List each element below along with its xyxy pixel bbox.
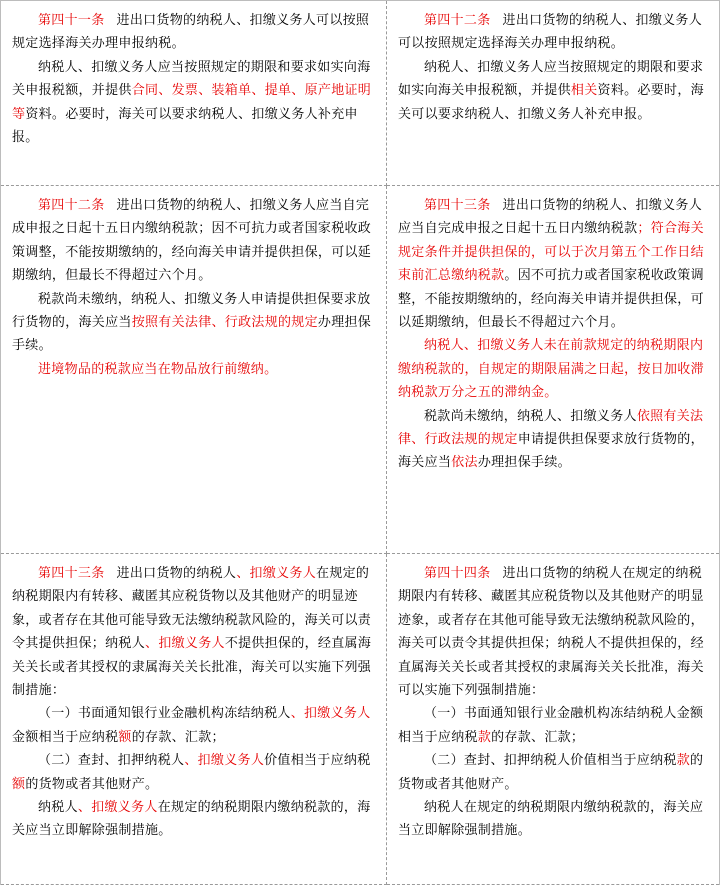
- clause-text: 办理担保手续。: [12, 315, 372, 354]
- clause-text: 在规定的纳税期限内缴纳税款的，海关应当立即解除强制措施。: [12, 800, 371, 839]
- clause-text: （一）书面通知银行业金融机构冻结纳税人: [38, 706, 291, 722]
- clause-text: 进出口货物的纳税人、扣缴义务人可以按照规定选择海关办理申报纳税。: [398, 13, 703, 52]
- article-number: 第四十三条: [424, 198, 491, 213]
- new-text-cell: [387, 554, 720, 885]
- clause-paragraph: [12, 562, 378, 702]
- clause-text: 不提供担保的，经直属海关关长或者其授权的隶属海关关长批准，海关可以实施下列强制措施：: [12, 636, 372, 699]
- clause-text: 进出口货物的纳税人、扣缴义务人可以按照规定选择海关办理申报纳税。: [12, 13, 370, 52]
- clause-paragraph: [12, 796, 378, 843]
- changed-text: 进境物品的税款应当在物品放行前缴纳。: [38, 361, 278, 377]
- clause-paragraph: [398, 702, 711, 749]
- clause-paragraph: [398, 796, 711, 843]
- clause-paragraph: [12, 9, 378, 56]
- clause-text: 税款尚未缴纳，纳税人、扣缴义务人: [424, 408, 637, 424]
- clause-paragraph: [12, 194, 378, 288]
- clause-text: 的存款、汇款；: [131, 729, 225, 745]
- article-number: 第四十四条: [424, 566, 491, 581]
- changed-text: 按照有关法律、行政法规的规定: [131, 315, 318, 331]
- changed-text: ；符合海关规定条件并提供担保的，可以于次月第五个工作日结束前汇总缴纳税款: [398, 221, 704, 284]
- old-text-cell: [1, 554, 387, 885]
- article-number: 第四十一条: [38, 13, 105, 28]
- old-text-cell: [1, 186, 387, 554]
- changed-text: 纳税人、扣缴义务人未在前款规定的纳税期限内缴纳税款的，自规定的期限届满之日起，按日加收滞纳税款万分之五的滞纳金。: [398, 338, 704, 401]
- comparison-row: [1, 1, 720, 186]
- clause-paragraph: [398, 56, 711, 126]
- clause-text: 价值相当于应纳税: [264, 753, 371, 769]
- changed-text: 依法: [451, 455, 478, 471]
- changed-text: 额: [118, 729, 132, 745]
- changed-text: 依照有关法律、行政法规的规定: [398, 408, 704, 448]
- clause-paragraph: [12, 358, 378, 381]
- article-number: 第四十二条: [424, 13, 491, 28]
- clause-text: 。因不可抗力或者国家税收政策调整，不能按期缴纳的，经向海关申请并提供担保，可以延期缴纳，但最长不得超过六个月。: [398, 268, 704, 331]
- changed-text: 、扣缴义务人: [184, 753, 265, 769]
- clause-text: 纳税人: [38, 800, 78, 816]
- article-number: 第四十二条: [38, 198, 105, 213]
- changed-text: 、扣缴义务人: [290, 706, 371, 722]
- clause-paragraph: [12, 288, 378, 358]
- clause-paragraph: [398, 334, 711, 404]
- changed-text: 额: [12, 776, 26, 792]
- clause-text: 进出口货物的纳税人: [116, 566, 237, 581]
- changed-text: 相关: [570, 83, 598, 99]
- clause-text: 纳税人、扣缴义务人应当按照规定的期限和要求如实向海关申报税额，并提供: [398, 59, 704, 99]
- clause-text: （二）查封、扣押纳税人价值相当于应纳税: [424, 753, 677, 769]
- comparison-row: [1, 554, 720, 885]
- old-text-cell: [1, 1, 387, 186]
- clause-text: 金额相当于应纳税: [12, 729, 119, 745]
- clause-text: 在规定的纳税期限内有转移、藏匿其应税货物以及其他财产的明显迹象，或者存在其他可能导致无法缴纳税款风险的，海关可以责令其提供担保；纳税人: [12, 566, 372, 652]
- new-text-cell: [387, 186, 720, 554]
- clause-text: 纳税人在规定的纳税期限内缴纳税款的，海关应当立即解除强制措施。: [398, 800, 704, 839]
- clause-text: 资料。必要时，海关可以要求纳税人、扣缴义务人补充申报。: [398, 83, 704, 122]
- clause-text: 税款尚未缴纳，纳税人、扣缴义务人申请提供担保要求放行货物的，海关应当: [12, 291, 371, 331]
- clause-text: 申请提供担保要求放行货物的，海关应当: [398, 432, 704, 471]
- clause-paragraph: [398, 749, 711, 796]
- clause-text: 进出口货物的纳税人、扣缴义务人应当自完成申报之日起十五日内缴纳税款: [398, 198, 703, 237]
- clause-paragraph: [12, 749, 378, 796]
- clause-text: （二）查封、扣押纳税人: [38, 753, 185, 769]
- clause-text: 进出口货物的纳税人、扣缴义务人应当自完成申报之日起十五日内缴纳税款；因不可抗力或者国家税收政策调整，不能按期缴纳的，经向海关申请并提供担保，可以延期缴纳，但最长不得超过六个月。: [12, 198, 372, 284]
- changed-text: 、扣缴义务人: [145, 636, 225, 652]
- clause-paragraph: [398, 562, 711, 702]
- clause-text: 的货物或者其他财产。: [25, 776, 159, 792]
- clause-text: （一）书面通知银行业金融机构冻结纳税人金额相当于应纳税: [398, 706, 704, 745]
- clause-text: 办理担保手续。: [477, 455, 571, 471]
- changed-text: 、扣缴义务人: [77, 800, 158, 816]
- clause-paragraph: [12, 56, 378, 150]
- clause-paragraph: [398, 405, 711, 475]
- clause-text: 纳税人、扣缴义务人应当按照规定的期限和要求如实向海关申报税额，并提供: [12, 59, 371, 99]
- clause-paragraph: [398, 194, 711, 334]
- changed-text: 合同、发票、装箱单、提单、原产地证明等: [12, 83, 372, 122]
- clause-paragraph: [12, 702, 378, 749]
- clause-text: 的货物或者其他财产。: [398, 753, 704, 792]
- article-number: 第四十三条: [38, 566, 105, 581]
- comparison-row: [1, 186, 720, 554]
- changed-text: 款: [676, 753, 691, 769]
- clause-text: 进出口货物的纳税人在规定的纳税期限内有转移、藏匿其应税货物以及其他财产的明显迹象，或者存在其他可能导致无法缴纳税款风险的，海关可以责令其提供担保；纳税人不提供担保的，经直属海关关长或者其授权的隶属海关关长批准，海关可以实施下列强制措施：: [398, 566, 704, 699]
- clause-text: 的存款、汇款；: [491, 729, 585, 745]
- changed-text: 款: [477, 729, 492, 745]
- new-text-cell: [387, 1, 720, 186]
- clause-text: 资料。必要时，海关可以要求纳税人、扣缴义务人补充申报。: [12, 106, 358, 146]
- clause-paragraph: [398, 9, 711, 56]
- changed-text: 、扣缴义务人: [236, 566, 317, 581]
